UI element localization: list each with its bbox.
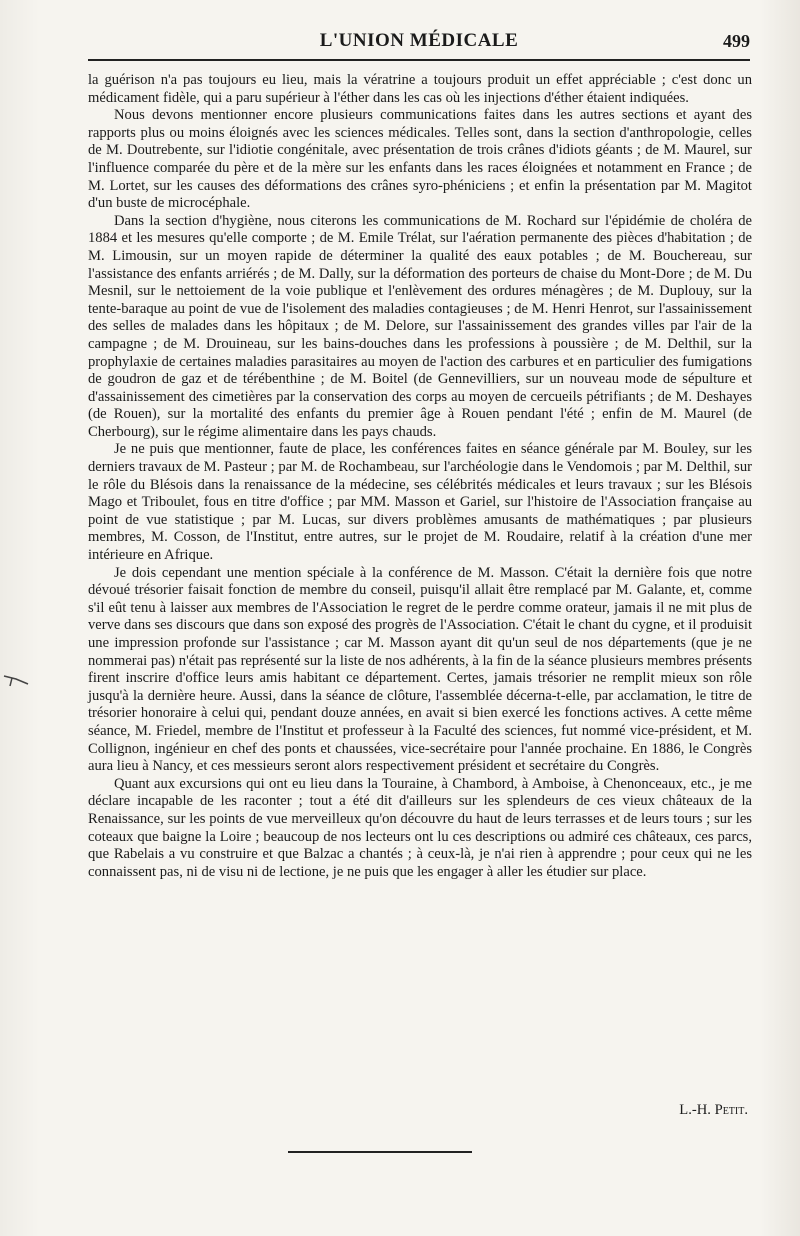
running-head: [88, 30, 750, 56]
paragraph-continuation: la guérison n'a pas toujours eu lieu, mais la vératrine a toujours produit un effet appréciable ; c'est donc un médicament fidèle, qui a paru supérieur à l'éther dans les cas où les injections d'éther étaient indiquées.: [88, 72, 752, 106]
paragraph-excursions: Quant aux excursions qui ont eu lieu dans la Touraine, à Chambord, à Amboise, à Chenonceaux, etc., je me déclare incapable de les raconter ; tout a été dit d'ailleurs sur les splendeurs de ces vieux châteaux de la Renaissance, sur les points de vue merveilleux qu'on découvre du haut de leurs terrasses et de leurs tours ; sur les coteaux que baigne la Loire ; beaucoup de nos lecteurs ont lu ces descriptions ou admiré ces châteaux, ces parcs, que Rabelais a vu construire et que Balzac a chantés ; à ceux-là, je n'ai rien à apprendre ; pour ceux qui ne les connaissent pas, ni de visu ni de lectione, je ne puis que les engager à aller les étudier sur place.: [88, 775, 752, 880]
paragraph-other-sections: Nous devons mentionner encore plusieurs communications faites dans les autres sections et ayant des rapports plus ou moins éloignés avec les sciences médicales. Telles sont, dans la section d'anthropologie, celles de M. Doutrebente, sur l'idiotie congénitale, avec présentation de trois crânes d'idiots géants ; de M. Maurel, sur l'influence comparée du père et de la mère sur les enfants dans les races éloignées et notamment en France ; de M. Lortet, sur les causes des déformations des crânes syro-phéniciens ; et enfin la présentation par M. Magitot d'un buste de microcéphale.: [88, 107, 752, 212]
signature-surname: Petit.: [714, 1102, 748, 1118]
paragraph-masson: Je dois cependant une mention spéciale à la conférence de M. Masson. C'était la dernière fois que notre dévoué trésorier faisait fonction de membre du conseil, puisqu'il allait être remplacé par M. Galante, et, comme s'il eût tenu à laisser aux membres de l'Association le regret de le perdre comme orateur, jamais il ne mit plus de verve dans ses discours que dans son exposé des progrès de l'Association. C'était le chant du cygne, et il produisit une impression profonde sur l'assistance ; car M. Masson ayant dit qu'un seul de nos départements (que je ne nommerai pas) n'était pas représenté sur la liste de nos adhérents, à la fin de la séance plusieurs membres présents firent inscrire d'office leurs amis habitant ce département. Certes, jamais trésorier ne remplit mieux son rôle jusqu'à la dernière heure. Aussi, dans la séance de clôture, l'assemblée décerna-t-elle, par acclamation, le titre de trésorier honoraire à celui qui, pendant douze années, en avait si bien exercé les fonctions actives. A cette même séance, M. Friedel, membre de l'Institut et professeur à la Faculté des sciences, fut nommé vice-président, et M. Collignon, ingénieur en chef des ponts et chaussées, vice-secrétaire pour l'année prochaine. En 1886, le Congrès aura lieu à Nancy, et ces messieurs seront alors respectivement président et secrétaire du Congrès.: [88, 564, 752, 775]
end-rule: [288, 1151, 472, 1153]
paragraph-hygiene-section: Dans la section d'hygiène, nous citerons les communications de M. Rochard sur l'épidémie de choléra de 1884 et les mesures qu'elle comporte ; de M. Emile Trélat, sur l'aération permanente des pièces d'habitation ; de M. Limousin, sur un moyen rapide de déterminer la qualité des eaux potables ; de M. Bouchereau, sur l'assistance des enfants arriérés ; de M. Dally, sur la déformation des porteurs de chaise du Mont-Dore ; de M. Du Mesnil, sur le nettoiement de la voie publique et l'enlèvement des ordures ménagères ; de M. Duplouy, sur la tente-baraque au point de vue de l'isolement des maladies contagieuses ; de M. Henri Henrot, sur l'assainissement des selles de malades dans les hôpitaux ; de M. Delore, sur l'assainissement des grandes villes par l'air de la campagne ; de M. Drouineau, sur les bains-douches dans les professions à poussière ; de M. Delthil, sur la prophylaxie de certaines maladies parasitaires au moyen de l'action des carbures et en particulier des fumigations de goudron de gaz et de térébenthine ; de M. Boitel (de Gennevilliers, sur un nouveau mode de sépulture et d'assainissement des cimetières par la conservation des corps au moyen de cercueils pétrifiants ; de M. Deshayes (de Rouen), sur la mortalité des enfants du premier âge à Rouen pendant l'été ; enfin de M. Maurel (de Cherbourg), sur le régime alimentaire dans les pays chauds.: [88, 212, 752, 440]
page-number: 499: [723, 31, 750, 51]
author-signature: [679, 1102, 748, 1119]
header-rule: [88, 59, 750, 61]
journal-title: L'UNION MÉDICALE: [319, 30, 519, 51]
paragraph-conferences: Je ne puis que mentionner, faute de place, les conférences faites en séance générale par M. Bouley, sur les derniers travaux de M. Pasteur ; par M. de Rochambeau, sur l'archéologie dans le Vendomois ; par M. Delthil, sur le rôle du Blésois dans la renaissance de la médecine, ses célébrités médicales et leurs travaux ; sur les Blésois Mago et Triboulet, fous en titre d'office ; par MM. Masson et Gariel, sur l'histoire de l'Association française au point de vue statistique ; par M. Lucas, sur divers problèmes amusants de mathématiques ; par plusieurs membres, M. Cosson, de l'Institut, entre autres, sur le projet de M. Roudaire, relatif à la création d'une mer intérieure en Afrique.: [88, 441, 752, 564]
article-body: [88, 72, 752, 881]
signature-initials: L.-H.: [679, 1102, 711, 1118]
margin-mark-icon: [2, 668, 32, 690]
